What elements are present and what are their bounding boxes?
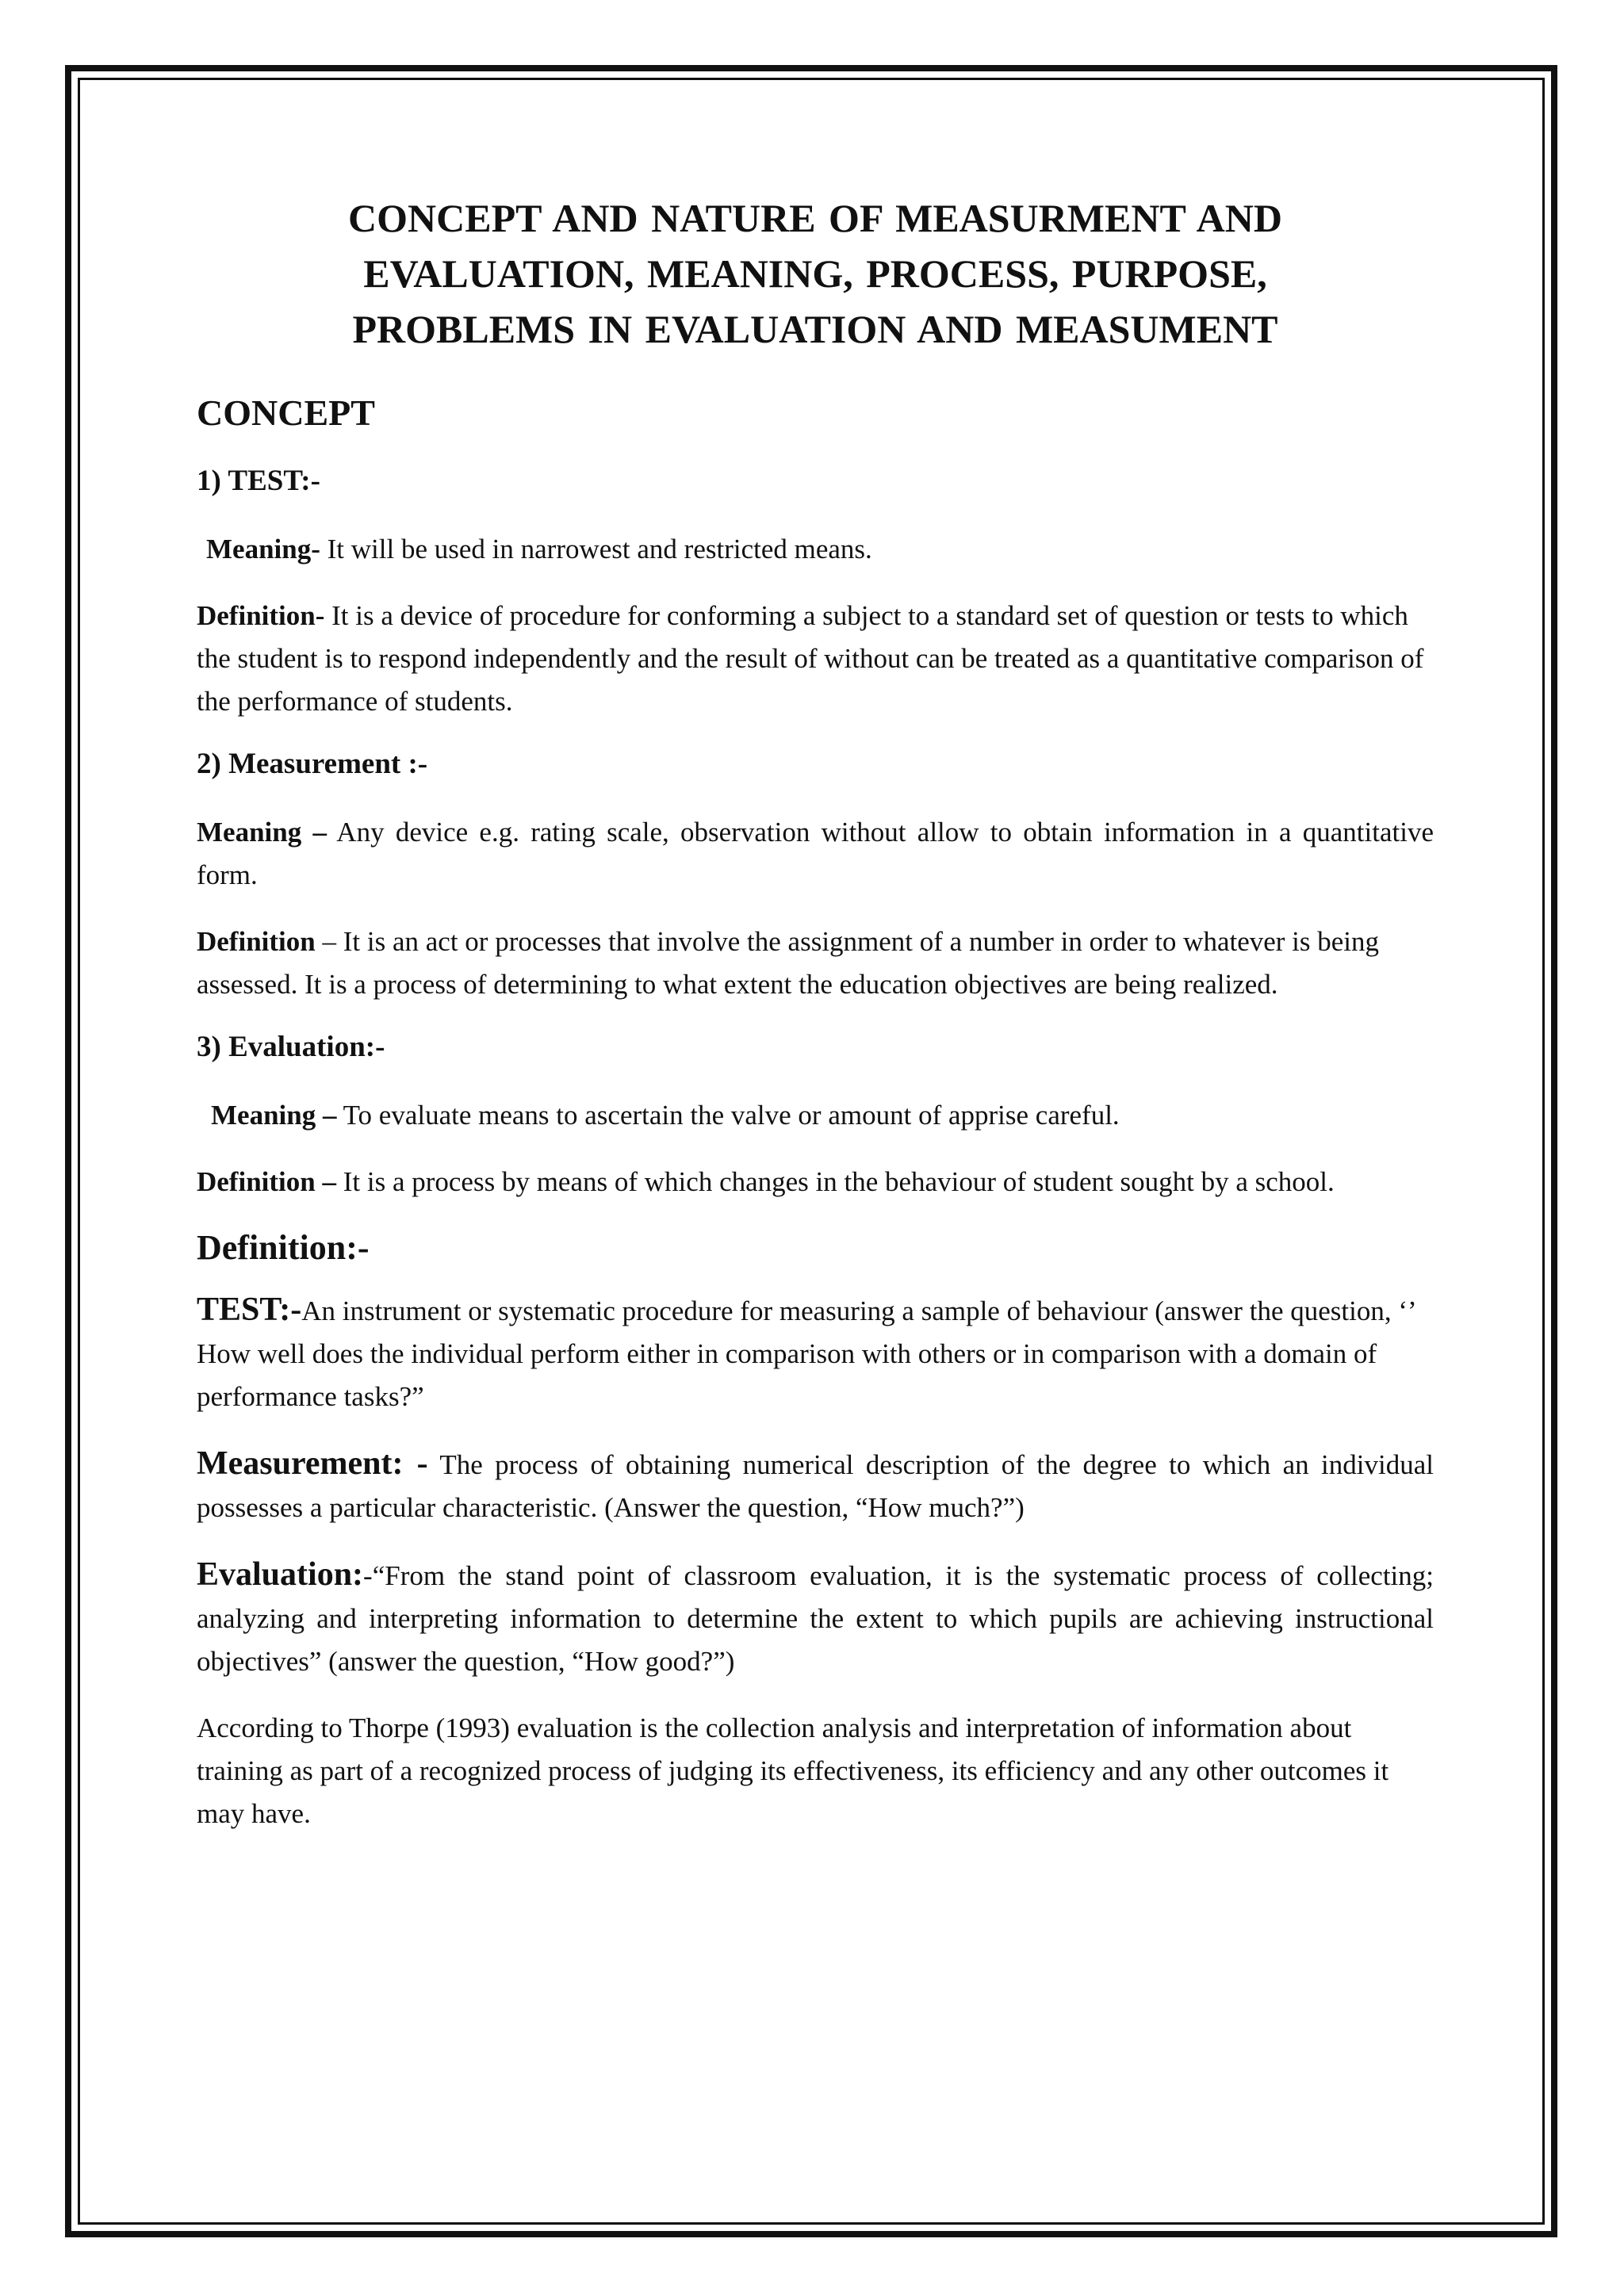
measurement-meaning-label: Meaning – xyxy=(197,817,327,848)
document-body xyxy=(197,190,1434,1859)
title-line-2: EVALUATION, MEANING, PROCESS, PURPOSE, xyxy=(363,251,1267,296)
title-line-1: CONCEPT AND NATURE OF MEASURMENT AND xyxy=(348,196,1282,240)
measurement-definition xyxy=(197,920,1434,1006)
evaluation-heading: 3) Evaluation:- xyxy=(197,1031,385,1063)
def-measurement xyxy=(197,1442,1434,1529)
thorpe-paragraph: According to Thorpe (1993) evaluation is the collection analysis and interpretation of information about training as part of a recognized process of judging its effectiveness, its efficiency and any other outcomes it may have. xyxy=(197,1712,1389,1829)
measurement-meaning-text: Any device e.g. rating scale, observation without allow to obtain information in a quantitative form. xyxy=(197,817,1434,890)
test-meaning xyxy=(197,528,1434,571)
evaluation-meaning xyxy=(197,1094,1434,1137)
test-definition xyxy=(197,595,1434,723)
evaluation-definition xyxy=(197,1161,1434,1203)
def-measurement-label: Measurement: - xyxy=(197,1445,428,1482)
title-line-3: PROBLEMS IN EVALUATION AND MEASUMENT xyxy=(352,307,1278,351)
def-evaluation xyxy=(197,1553,1434,1683)
document-title xyxy=(197,190,1434,357)
def-measurement-text: The process of obtaining numerical description of the degree to which an individual possesses a particular characteristic. (Answer the question, “How much?”) xyxy=(197,1449,1434,1523)
def-test-label: TEST:- xyxy=(197,1292,302,1328)
measurement-meaning xyxy=(197,811,1434,897)
def-test xyxy=(197,1288,1434,1418)
measurement-heading: 2) Measurement :- xyxy=(197,748,428,780)
evaluation-meaning-text: To evaluate means to ascertain the valve or amount of apprise careful. xyxy=(336,1100,1120,1131)
concept-heading: CONCEPT xyxy=(197,392,375,433)
def-evaluation-label: Evaluation: xyxy=(197,1556,364,1593)
test-meaning-label: Meaning- xyxy=(206,534,320,564)
measurement-definition-label: Definition xyxy=(197,926,316,957)
test-definition-label: Definition- xyxy=(197,600,325,631)
test-heading: 1) TEST:- xyxy=(197,465,320,497)
def-test-text: An instrument or systematic procedure for measuring a sample of behaviour (answer the question, ‘’ How well does the individual perform either in comparison with others or in comparison with a domain of performance tasks?” xyxy=(197,1295,1415,1412)
test-definition-text: It is a device of procedure for conforming a subject to a standard set of question or tests to which the student is to respond independently and the result of without can be treated as a quantitative comparison of the performance of students. xyxy=(197,600,1424,717)
evaluation-definition-label: Definition – xyxy=(197,1166,336,1197)
def-evaluation-text: -“From the stand point of classroom evaluation, it is the systematic process of collecting; analyzing and interpreting information to determine the extent to which pupils are achieving instructional objectives” (answer the question, “How good?”) xyxy=(197,1560,1434,1677)
evaluation-definition-text: It is a process by means of which changes in the behaviour of student sought by a school. xyxy=(335,1166,1335,1197)
measurement-definition-text: – It is an act or processes that involve the assignment of a number in order to whatever is being assessed. It is a process of determining to what extent the education objectives are being realized. xyxy=(197,926,1380,1000)
evaluation-meaning-label: Meaning – xyxy=(211,1100,337,1131)
test-meaning-text: It will be used in narrowest and restricted means. xyxy=(320,534,872,564)
definitions-heading: Definition:- xyxy=(197,1228,370,1267)
